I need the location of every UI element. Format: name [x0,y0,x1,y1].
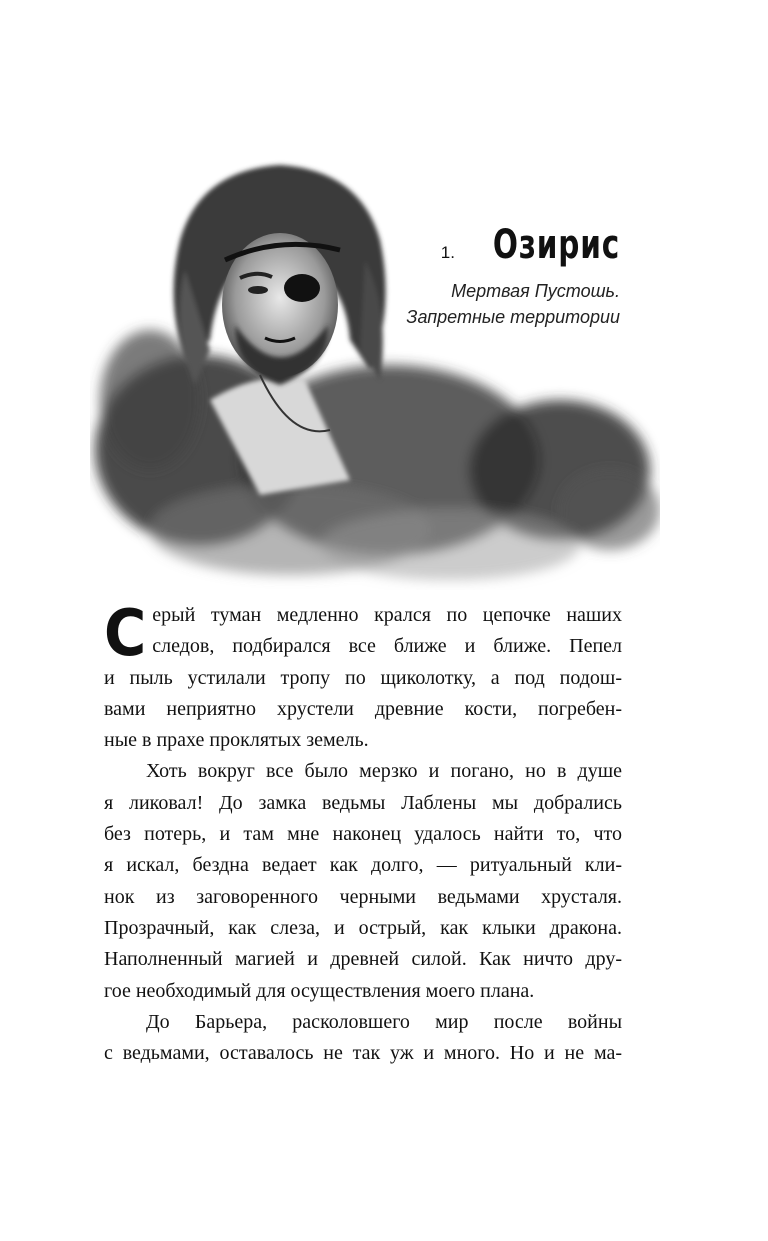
text-line: Наполненный магией и древней силой. Как ничто дру- [104,948,622,971]
paragraph-3 [104,1007,622,1070]
chapter-title: Озирис [492,222,620,268]
text-line: вами неприятно хрустели древние кости, погребен- [104,697,622,720]
text-line: я ликовал! До замка ведьмы Лаблены мы добрались [104,791,622,814]
text-line: ерый туман медленно крался по цепочке наших [152,604,622,626]
body-text [104,597,622,1069]
chapter-subtitle [406,278,620,330]
ink-portrait-illustration [90,150,660,590]
text-line: нок из заговоренного черными ведьмами хрусталя. [104,885,622,908]
chapter-heading [441,222,620,268]
text-line: и пыль устилали тропу по щиколотку, а под подош- [104,666,622,689]
text-line: Прозрачный, как слеза, и острый, как клыки дракона. [104,916,622,939]
text-line: Хоть вокруг все было мерзко и погано, но в душе [146,760,622,783]
text-line: ные в прахе проклятых земель. [104,729,369,752]
subtitle-line: Запретные территории [406,307,620,327]
paragraph-1 [104,597,622,756]
text-line: гое необходимый для осуществления моего плана. [104,979,535,1002]
text-line: с ведьмами, оставалось не так уж и много. Но и не ма- [104,1042,622,1065]
chapter-number: 1. [440,243,455,262]
paragraph-2 [104,756,622,1006]
text-line: я искал, бездна ведает как долго, — ритуальный кли- [104,854,622,877]
text-line: следов, подбирался все ближе и ближе. Пепел [152,635,622,658]
text-line: без потерь, и там мне наконец удалось найти то, что [104,823,622,846]
drop-cap: С [104,597,147,671]
text-line: До Барьера, расколовшего мир после войны [146,1010,622,1033]
subtitle-line: Мертвая Пустошь. [451,281,620,301]
